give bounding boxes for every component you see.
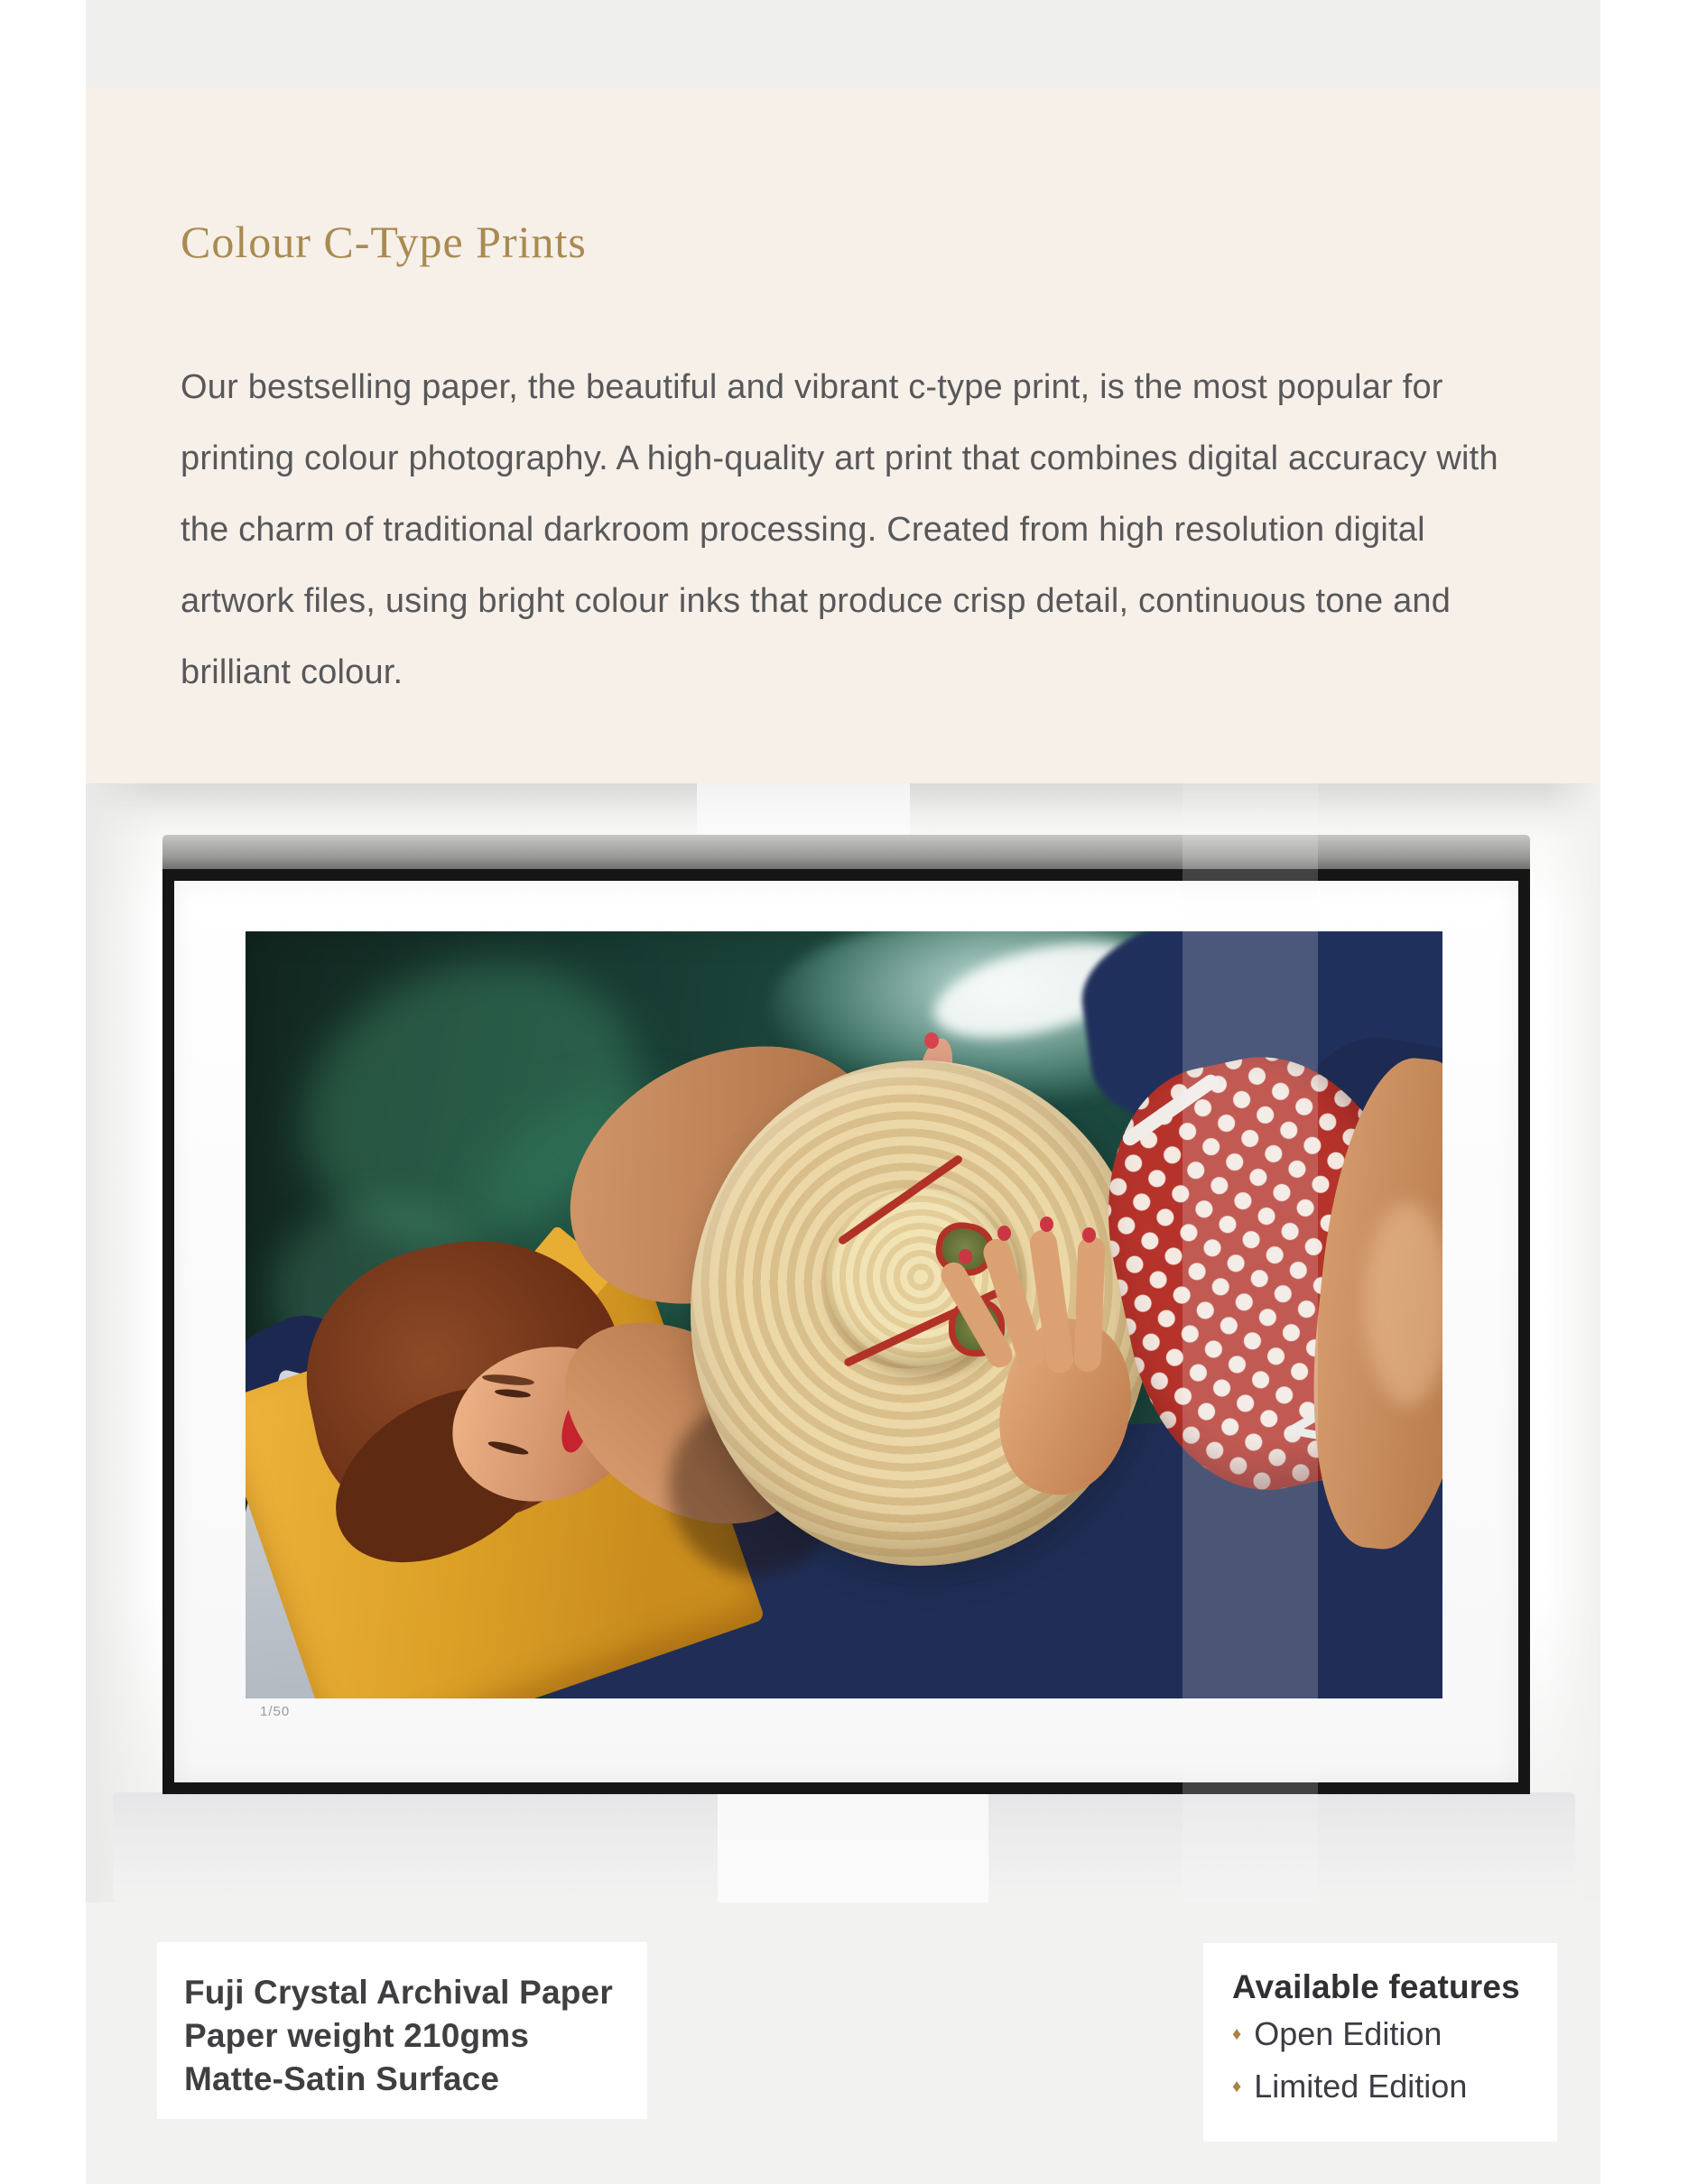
tissue-paper — [697, 783, 910, 836]
red-nail — [1082, 1227, 1096, 1243]
photo-left-shade — [86, 783, 158, 1902]
feature-item — [1232, 2060, 1557, 2113]
feature-label: Limited Edition — [1254, 2068, 1468, 2105]
frame — [162, 869, 1530, 1794]
diamond-bullet-icon: ♦ — [1232, 2077, 1242, 2096]
paper-spec-box — [157, 1942, 647, 2119]
red-nail — [1040, 1217, 1053, 1232]
intro-section — [86, 88, 1600, 783]
spec-line: Paper weight 210gms — [184, 2017, 530, 2054]
tissue-paper — [718, 1787, 988, 1902]
available-features-box — [1203, 1943, 1557, 2142]
diamond-bullet-icon: ♦ — [1232, 2024, 1242, 2044]
features-heading: Available features — [1232, 1968, 1520, 2005]
red-nail — [959, 1249, 972, 1264]
spec-line: Matte-Satin Surface — [184, 2060, 500, 2097]
section-description: Our bestselling paper, the beautiful and vibrant c-type print, is the most popular for printing colour photography. A high-quality art print that combines digital accuracy with the charm of traditional darkroom processing. Created from high resolution digital artwork files, using bright colour inks that produce crisp detail, continuous tone and brilliant colour. — [181, 368, 1498, 691]
content-column — [86, 0, 1600, 2184]
finger — [1073, 1236, 1105, 1373]
framed-print — [162, 835, 1530, 1794]
product-photo — [86, 783, 1600, 1902]
red-nail — [997, 1226, 1011, 1241]
spec-line: Fuji Crystal Archival Paper — [184, 1974, 613, 2011]
tissue-paper — [1183, 783, 1318, 1902]
feature-item — [1232, 2008, 1557, 2060]
red-nail — [924, 1032, 939, 1049]
leg-highlight — [1365, 1202, 1442, 1405]
details-section — [86, 1902, 1600, 2184]
photo-right-shade — [1546, 783, 1600, 1902]
page-title: Colour C-Type Prints — [181, 217, 587, 267]
edition-mark: 1/50 — [260, 1704, 291, 1719]
feature-label: Open Edition — [1254, 2015, 1442, 2052]
previous-section-band — [86, 0, 1600, 88]
